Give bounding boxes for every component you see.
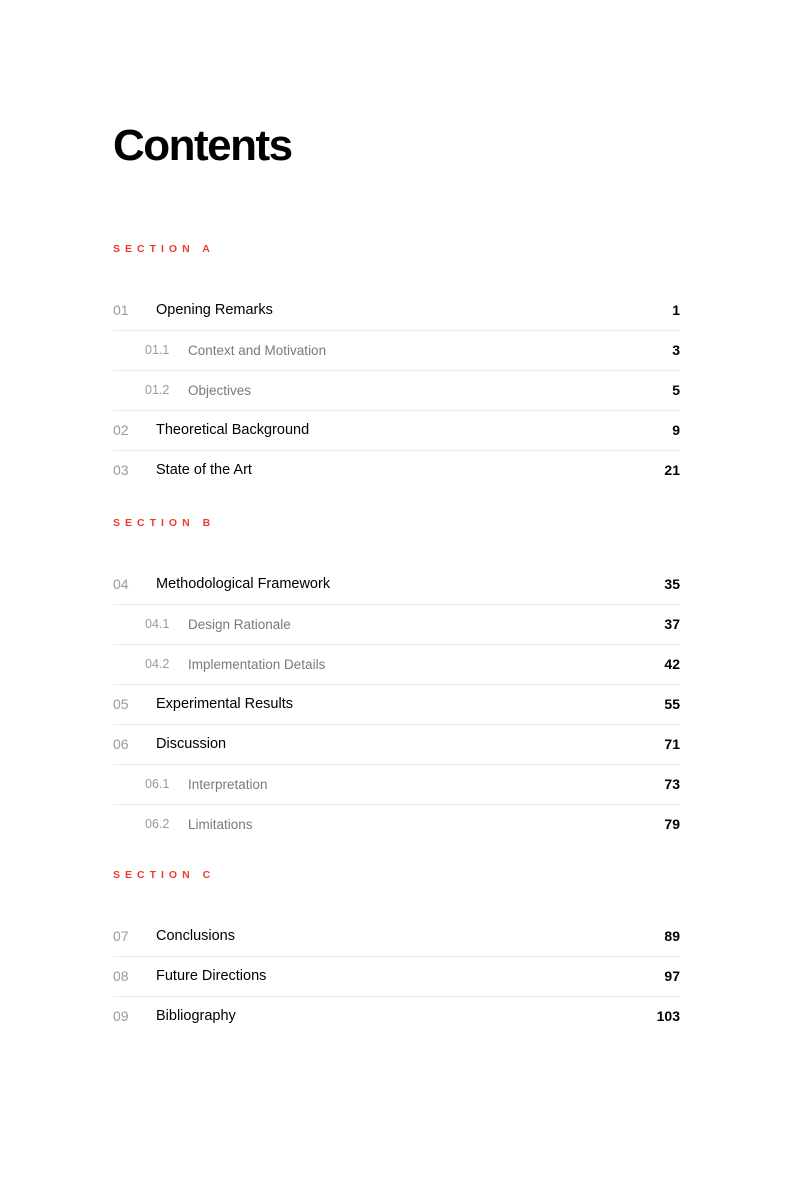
- section-b: [113, 516, 680, 844]
- toc-subentry[interactable]: [113, 605, 680, 645]
- entry-number: 01: [113, 302, 129, 318]
- entry-page: 42: [664, 656, 680, 672]
- entry-number: 05: [113, 696, 129, 712]
- entry-number: 07: [113, 928, 129, 944]
- toc-subentry[interactable]: [113, 331, 680, 371]
- entry-title: Objectives: [188, 383, 252, 398]
- entry-page: 3: [672, 342, 680, 358]
- entry-page: 21: [664, 462, 680, 478]
- entry-page: 37: [664, 616, 680, 632]
- entry-title: Experimental Results: [156, 696, 293, 712]
- entry-page: 1: [672, 302, 680, 318]
- section-label: SECTION C: [113, 869, 216, 881]
- entry-page: 5: [672, 382, 680, 398]
- entry-number: 04: [113, 576, 129, 592]
- toc-subentry[interactable]: [113, 765, 680, 805]
- entry-title: Conclusions: [156, 928, 235, 944]
- entry-number: 02: [113, 422, 129, 438]
- entry-page: 35: [664, 576, 680, 592]
- toc-subentry[interactable]: [113, 645, 680, 685]
- entry-page: 103: [656, 1008, 680, 1024]
- toc-entry[interactable]: [113, 291, 680, 331]
- entry-title: Opening Remarks: [156, 302, 273, 318]
- toc-entry[interactable]: [113, 997, 680, 1036]
- entry-page: 79: [664, 816, 680, 832]
- section-label: SECTION A: [113, 243, 215, 255]
- entry-number: 06.1: [145, 777, 170, 791]
- toc-subentry[interactable]: [113, 371, 680, 411]
- entry-number: 06: [113, 736, 129, 752]
- entry-number: 04.2: [145, 657, 170, 671]
- entry-title: Theoretical Background: [156, 422, 310, 438]
- toc-entry[interactable]: [113, 685, 680, 725]
- entry-number: 03: [113, 462, 129, 478]
- entry-title: Discussion: [156, 736, 227, 752]
- entry-title: Limitations: [188, 817, 253, 832]
- entry-number: 08: [113, 968, 129, 984]
- entry-page: 97: [664, 968, 680, 984]
- entry-page: 55: [664, 696, 680, 712]
- toc-entry[interactable]: [113, 725, 680, 765]
- entry-number: 01.2: [145, 383, 170, 397]
- entry-number: 06.2: [145, 817, 170, 831]
- entry-title: Design Rationale: [188, 617, 291, 632]
- entry-title: Interpretation: [188, 777, 268, 792]
- entry-page: 73: [664, 776, 680, 792]
- toc-entry[interactable]: [113, 411, 680, 451]
- entry-page: 71: [664, 736, 680, 752]
- entry-title: Bibliography: [156, 1008, 236, 1024]
- entry-number: 04.1: [145, 617, 170, 631]
- toc-subentry[interactable]: [113, 805, 680, 844]
- toc-entry[interactable]: [113, 565, 680, 605]
- page-title: Contents: [113, 121, 292, 170]
- entry-title: Future Directions: [156, 968, 267, 984]
- toc-entry[interactable]: [113, 917, 680, 957]
- entry-number: 01.1: [145, 343, 170, 357]
- entry-title: State of the Art: [156, 462, 252, 478]
- entry-page: 89: [664, 928, 680, 944]
- entry-number: 09: [113, 1008, 129, 1024]
- section-a: [113, 242, 680, 490]
- toc-list: [113, 291, 680, 490]
- section-label: SECTION B: [113, 517, 216, 529]
- entry-page: 9: [672, 422, 680, 438]
- toc-list: [113, 565, 680, 844]
- toc-entry[interactable]: [113, 957, 680, 997]
- entry-title: Methodological Framework: [156, 576, 331, 592]
- entry-title: Context and Motivation: [188, 343, 327, 358]
- toc-entry[interactable]: [113, 451, 680, 490]
- section-c: [113, 868, 680, 1036]
- entry-title: Implementation Details: [188, 657, 326, 672]
- toc-list: [113, 917, 680, 1036]
